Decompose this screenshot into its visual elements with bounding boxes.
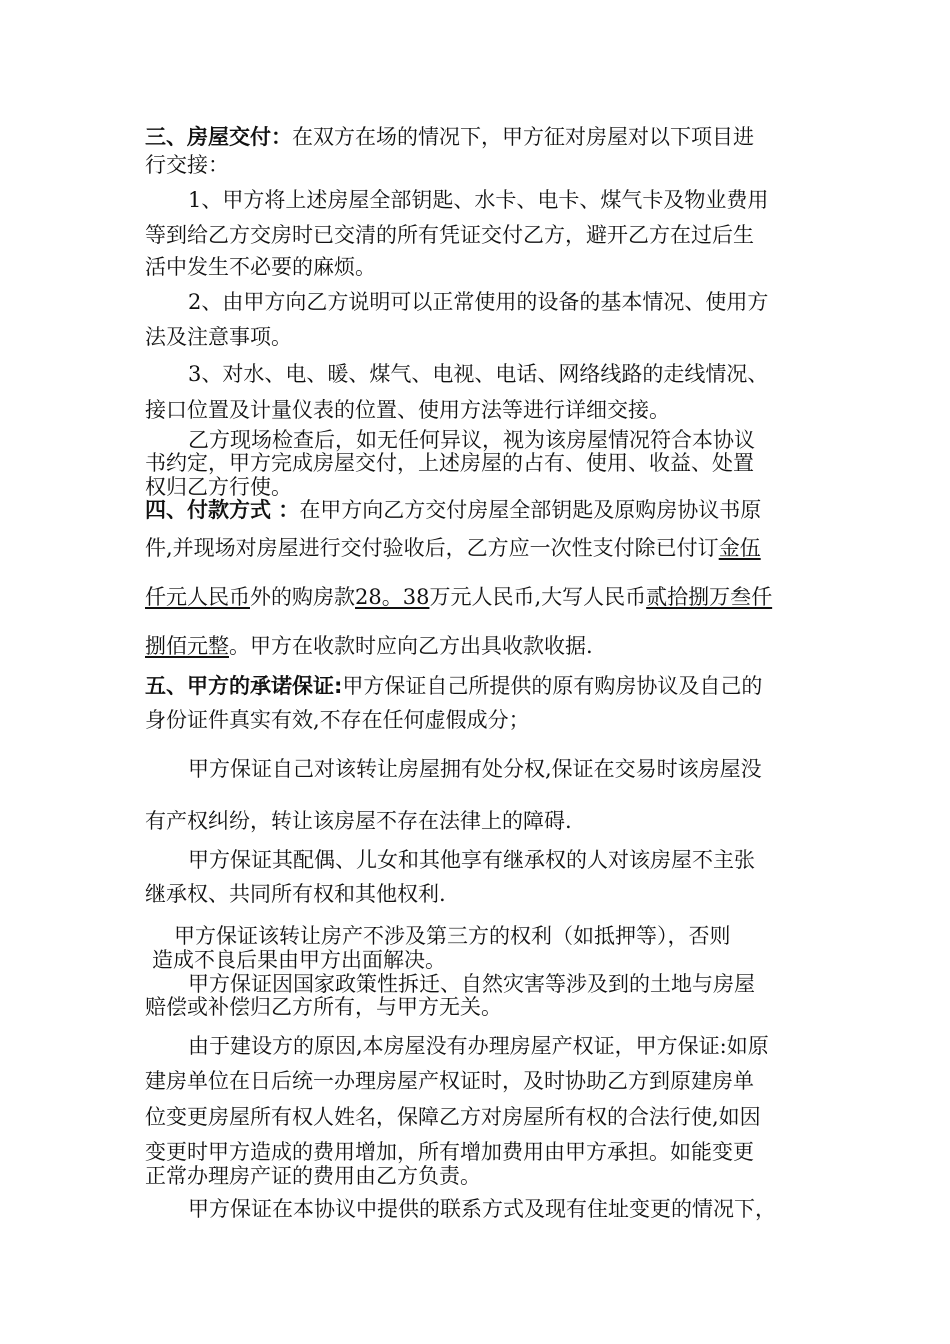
section5-text: 甲方保证自己所提供的原有购房协议及自己的 bbox=[342, 674, 763, 698]
section4-line3 bbox=[145, 583, 772, 611]
section5-p5-line2: 赔偿或补偿归乙方所有，与甲方无关。 bbox=[145, 995, 502, 1019]
price-words-a: 贰拾捌万叁仟 bbox=[646, 585, 773, 609]
section3-intro-cont: 行交接： bbox=[145, 153, 229, 177]
section4-text: 在甲方向乙方交付房屋全部钥匙及原购房协议书原 bbox=[299, 498, 762, 522]
section5-p6-line5: 正常办理房产证的费用由乙方负责。 bbox=[145, 1164, 481, 1188]
section5-p4-line2: 造成不良后果由甲方出面解决。 bbox=[152, 948, 446, 972]
section4-text-c: 万元人民币,大写人民币 bbox=[429, 585, 647, 609]
section3-after-line3: 权归乙方行使。 bbox=[145, 475, 292, 499]
section5-heading: 五、甲方的承诺保证: bbox=[145, 674, 343, 698]
deposit-amount-a: 金伍 bbox=[718, 536, 761, 560]
section3-item1-line2: 等到给乙方交房时已交清的所有凭证交付乙方，避开乙方在过后生 bbox=[145, 223, 754, 247]
section4-text-a: 件,并现场对房屋进行交付验收后，乙方应一次性支付除已付订 bbox=[145, 536, 719, 560]
section3-item1-line1: 1、甲方将上述房屋全部钥匙、水卡、电卡、煤气卡及物业费用 bbox=[188, 188, 769, 212]
section5-p4-line1: 甲方保证该转让房产不涉及第三方的权利（如抵押等），否则 bbox=[174, 924, 731, 948]
section4-line2 bbox=[145, 534, 761, 562]
section4-heading: 四、付款方式 ： bbox=[145, 498, 300, 522]
section3-after-line1: 乙方现场检查后，如无任何异议，视为该房屋情况符合本协议 bbox=[188, 428, 755, 452]
section5-p5-line1: 甲方保证因国家政策性拆迁、自然灾害等涉及到的土地与房屋 bbox=[188, 972, 755, 996]
deposit-amount-b: 仟元人民币 bbox=[145, 585, 250, 609]
section4-text-d: 。甲方在收款时应向乙方出具收款收据. bbox=[229, 634, 593, 658]
section3-item2-line2: 法及注意事项。 bbox=[145, 325, 292, 349]
section3-item3-line2: 接口位置及计量仪表的位置、使用方法等进行详细交接。 bbox=[145, 398, 670, 422]
section5-p2-line1: 甲方保证自己对该转让房屋拥有处分权,保证在交易时该房屋没 bbox=[188, 757, 762, 781]
section3-item1-line3: 活中发生不必要的麻烦。 bbox=[145, 255, 376, 279]
section4-text-b: 外的购房款 bbox=[250, 585, 355, 609]
section5-p2-line2: 有产权纠纷，转让该房屋不存在法律上的障碍. bbox=[145, 809, 572, 833]
price-number: 28。38 bbox=[355, 585, 430, 609]
section5-p6-line2: 建房单位在日后统一办理房屋产权证时，及时协助乙方到原建房单 bbox=[145, 1069, 754, 1093]
section5-line2: 身份证件真实有效,不存在任何虚假成分； bbox=[145, 708, 530, 732]
section5-p7-line1: 甲方保证在本协议中提供的联系方式及现有住址变更的情况下， bbox=[188, 1197, 776, 1221]
section5-line1 bbox=[145, 672, 762, 700]
section5-p6-line3: 位变更房屋所有权人姓名，保障乙方对房屋所有权的合法行使,如因 bbox=[145, 1105, 761, 1129]
section3-item2-line1: 2、由甲方向乙方说明可以正常使用的设备的基本情况、使用方 bbox=[188, 290, 769, 314]
section5-p6-line4: 变更时甲方造成的费用增加，所有增加费用由甲方承担。如能变更 bbox=[145, 1140, 754, 1164]
section4-line1 bbox=[145, 496, 761, 524]
section3-intro: 在双方在场的情况下，甲方征对房屋对以下项目进 bbox=[292, 125, 754, 149]
section5-p3-line2: 继承权、共同所有权和其他权利. bbox=[145, 882, 446, 906]
section5-p6-line1: 由于建设方的原因,本房屋没有办理房屋产权证，甲方保证:如原 bbox=[188, 1034, 769, 1058]
section3-item3-line1: 3、对水、电、暖、煤气、电视、电话、网络线路的走线情况、 bbox=[188, 362, 769, 386]
price-words-b: 捌佰元整 bbox=[145, 634, 229, 658]
section4-line4 bbox=[145, 632, 593, 660]
section3-after-line2: 书约定，甲方完成房屋交付，上述房屋的占有、使用、收益、处置 bbox=[145, 451, 754, 475]
section5-p3-line1: 甲方保证其配偶、儿女和其他享有继承权的人对该房屋不主张 bbox=[188, 848, 755, 872]
section3-heading: 三、房屋交付： bbox=[145, 125, 292, 149]
section3-line1 bbox=[145, 123, 754, 151]
